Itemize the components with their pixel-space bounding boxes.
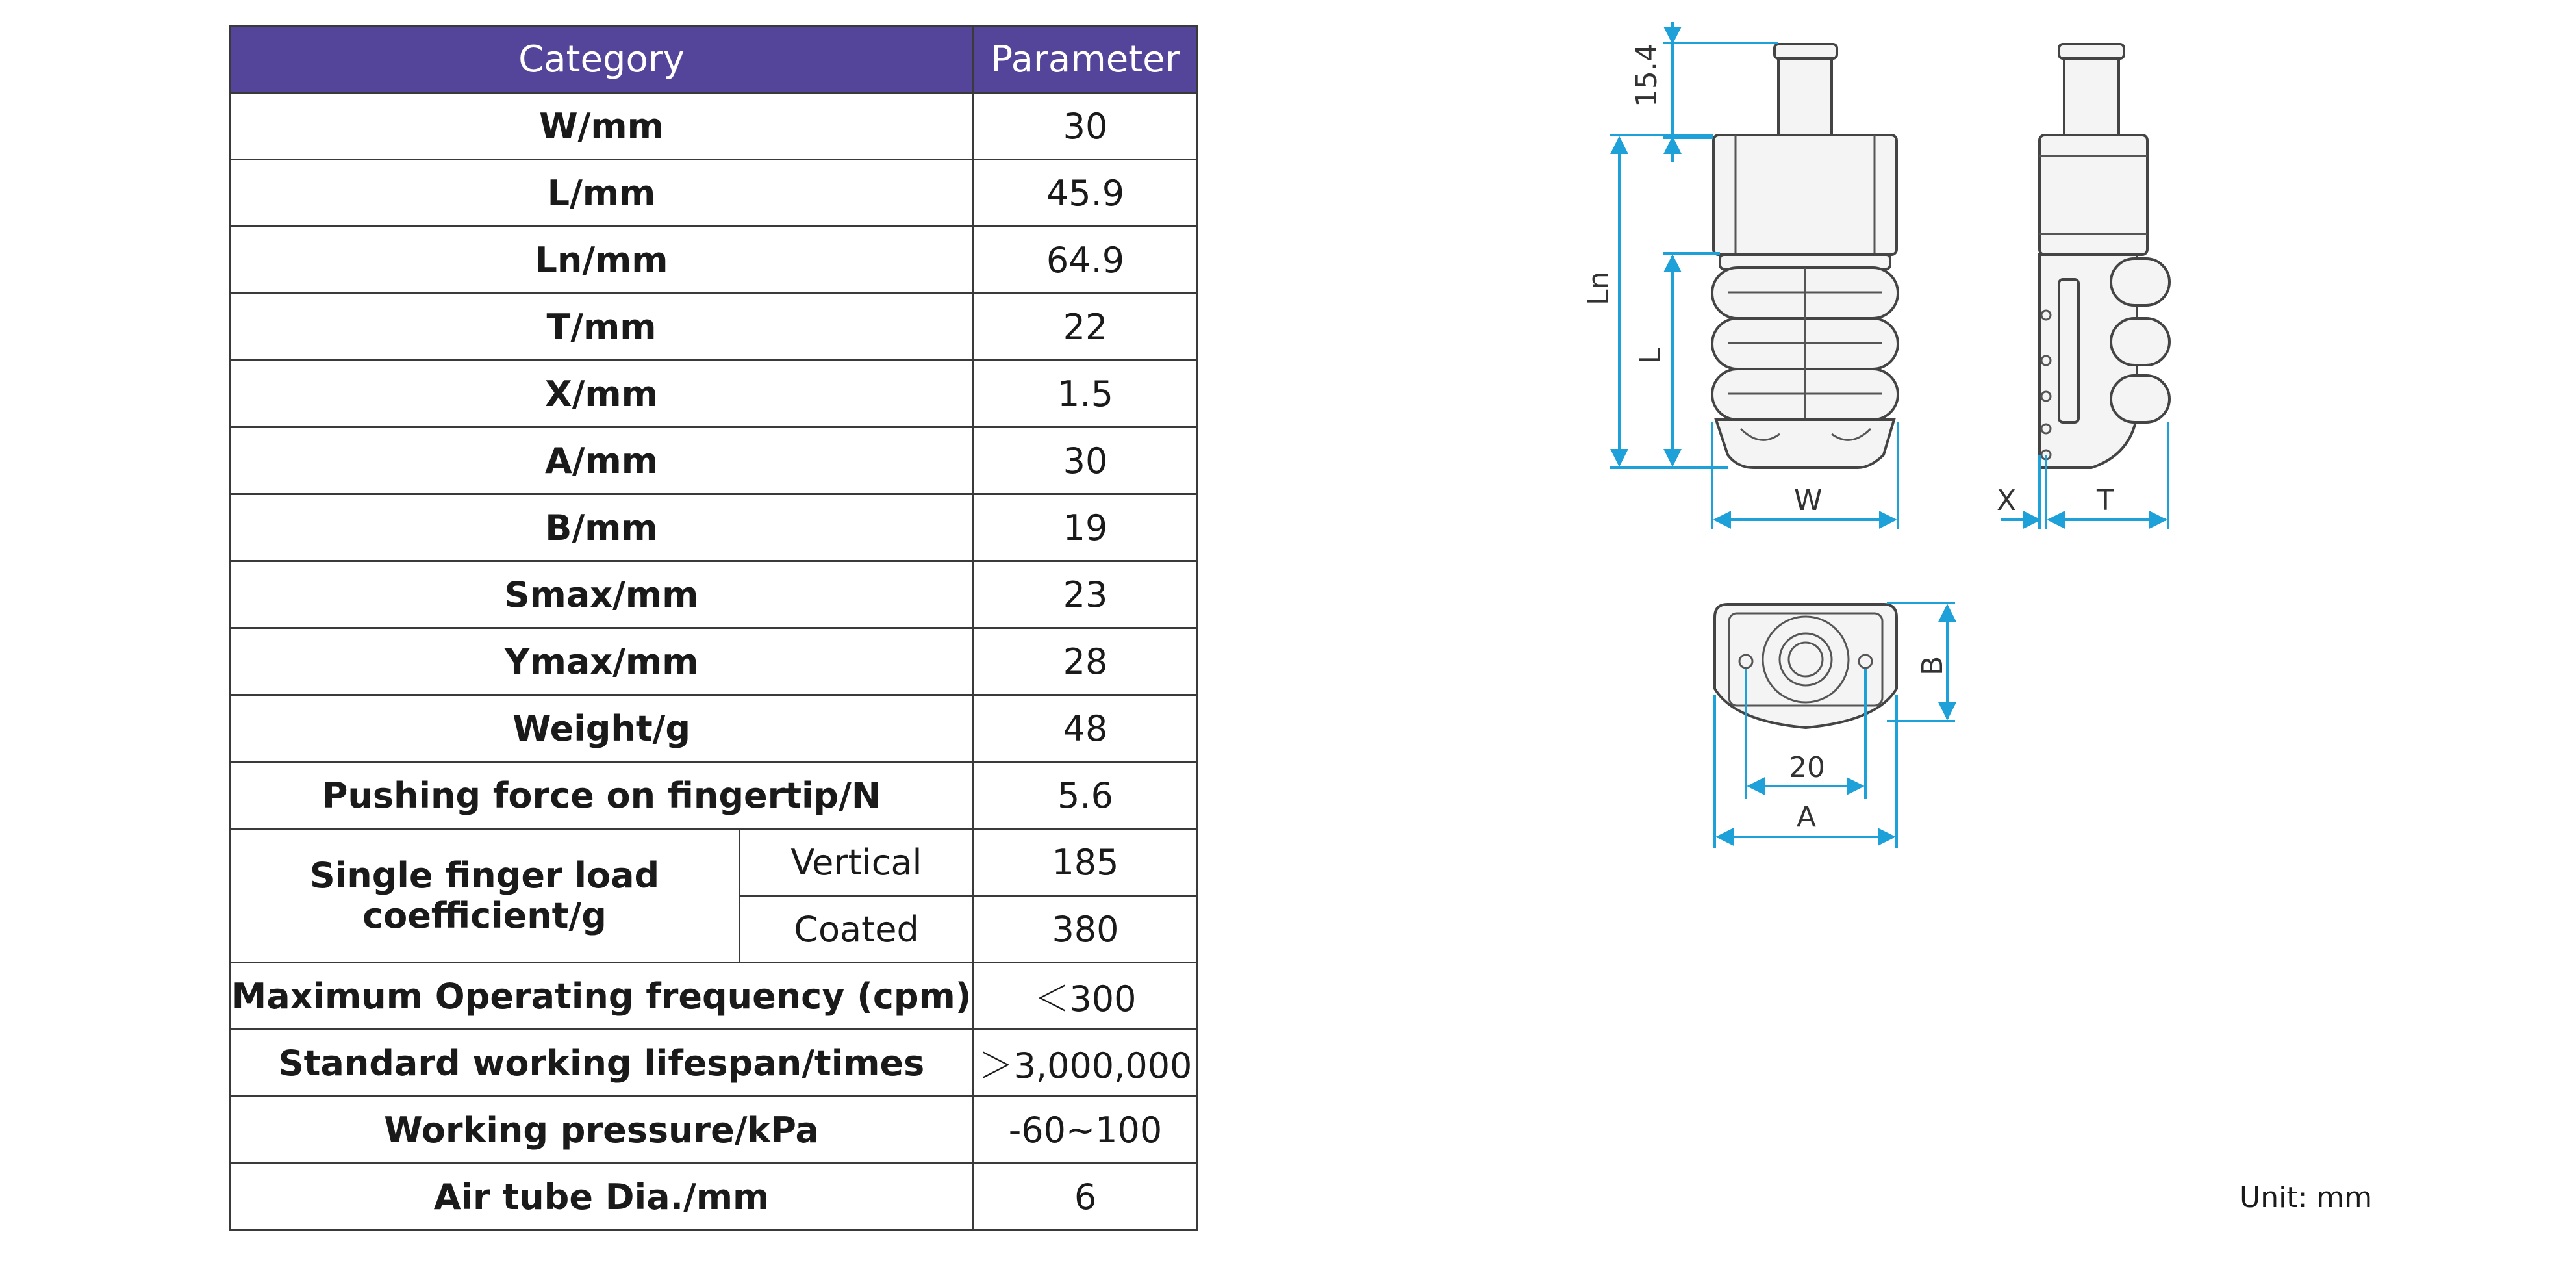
- dim-x-label: X: [1997, 484, 2017, 517]
- dim-20-label: 20: [1789, 751, 1825, 784]
- coated-label: Coated: [740, 896, 974, 963]
- coated-value: 380: [974, 896, 1198, 963]
- row-label: X/mm: [230, 361, 974, 427]
- row-value: 28: [974, 628, 1198, 695]
- front-view: [1712, 44, 1898, 468]
- row-label: Standard working lifespan/times: [230, 1030, 974, 1097]
- dim-15-4-label: 15.4: [1630, 44, 1663, 107]
- parameter-header: Parameter: [974, 26, 1198, 93]
- side-view: [2039, 44, 2169, 468]
- row-value: 30: [974, 93, 1198, 160]
- row-label: Smax/mm: [230, 561, 974, 628]
- row-value: 64.9: [974, 227, 1198, 294]
- row-label: L/mm: [230, 160, 974, 227]
- row-label: Pushing force on fingertip/N: [230, 762, 974, 829]
- row-value: 6: [974, 1164, 1198, 1231]
- row-label: Weight/g: [230, 695, 974, 762]
- row-label: A/mm: [230, 427, 974, 494]
- dim-t-label: T: [2097, 484, 2114, 517]
- row-label: Ymax/mm: [230, 628, 974, 695]
- row-value: 48: [974, 695, 1198, 762]
- row-label: Ln/mm: [230, 227, 974, 294]
- row-value: 1.5: [974, 361, 1198, 427]
- row-label: W/mm: [230, 93, 974, 160]
- dim-l-label: L: [1634, 348, 1667, 364]
- side-connector-cap: [2059, 44, 2124, 58]
- bottom-view: [1715, 604, 1897, 728]
- category-header: Category: [230, 26, 974, 93]
- row-value: 22: [974, 294, 1198, 361]
- dim-w-label: W: [1794, 484, 1823, 517]
- row-value: 45.9: [974, 160, 1198, 227]
- row-value: 23: [974, 561, 1198, 628]
- side-bellow-3: [2111, 376, 2169, 422]
- row-value: ＞3,000,000: [974, 1030, 1198, 1097]
- row-label: Maximum Operating frequency (cpm): [230, 963, 974, 1030]
- dim-ln-label: Ln: [1582, 271, 1615, 305]
- side-bellow-1: [2111, 259, 2169, 305]
- fingertip: [1716, 420, 1894, 468]
- unit-note: Unit: mm: [2240, 1181, 2373, 1214]
- row-value: -60~100: [974, 1097, 1198, 1164]
- row-value: ＜300: [974, 963, 1198, 1030]
- row-label: T/mm: [230, 294, 974, 361]
- vertical-value: 185: [974, 829, 1198, 896]
- row-value: 30: [974, 427, 1198, 494]
- vertical-label: Vertical: [740, 829, 974, 896]
- side-mount-base: [2039, 135, 2147, 255]
- side-air-connector: [2064, 58, 2119, 135]
- row-label: Air tube Dia./mm: [230, 1164, 974, 1231]
- connector-cap: [1774, 44, 1837, 58]
- dim-a-label: A: [1797, 800, 1817, 834]
- load-coefficient-text: Single finger load coefficient/g: [309, 854, 660, 936]
- row-label: B/mm: [230, 494, 974, 561]
- row-value: 5.6: [974, 762, 1198, 829]
- dim-b-label: B: [1916, 656, 1949, 676]
- row-label: Working pressure/kPa: [230, 1097, 974, 1164]
- row-value: 19: [974, 494, 1198, 561]
- side-bellow-2: [2111, 318, 2169, 365]
- mount-base: [1713, 135, 1897, 255]
- air-connector: [1778, 58, 1832, 135]
- side-plate: [2059, 279, 2078, 422]
